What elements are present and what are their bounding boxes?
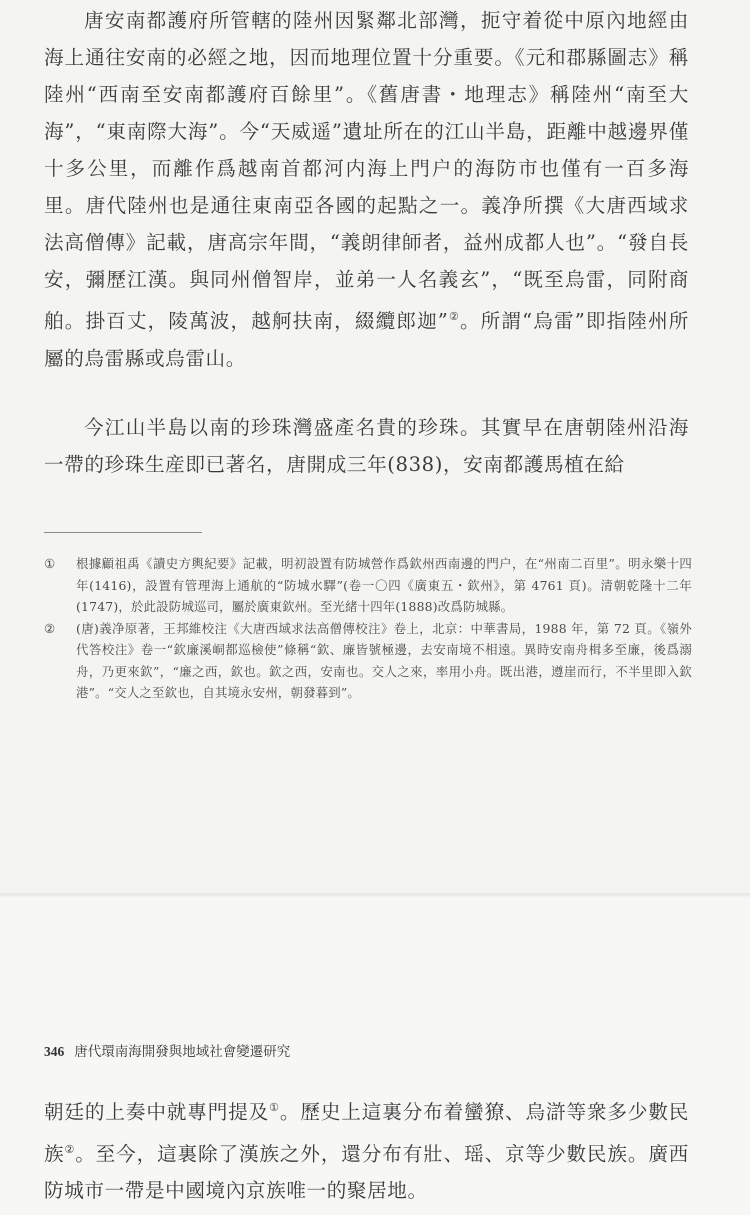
footnote-2-text: (唐)義净原著，王邦維校注《大唐西域求法高僧傳校注》卷上，北京：中華書局，1988 年，第 72 頁。《嶺外代答校注》卷一“欽廉溪峒都巡檢使”條稱“欽、廉皆號極邊，去安南境不相遠。異時安南舟楫多至廉，後爲溺舟，乃更來欽”，“廉之西，欽也。欽之西，安南也。交人之來，率用小舟。既出港，遵崖而行，不半里即入欽港”。“交人之至欽也，自其境永安州，朝發暮到”。: [76, 620, 692, 700]
body-paragraph-3: [44, 1089, 689, 1209]
book-title: 唐代環南海開發與地域社會變遷研究: [74, 1044, 291, 1060]
paragraph-3a: 朝廷的上奏中就專門提及: [44, 1100, 270, 1124]
page-number: 346: [44, 1044, 65, 1059]
footnotes: [44, 553, 692, 704]
footnote-divider: [44, 532, 202, 533]
paragraph-3c: 。至今，這裏除了漢族之外，還分布有壯、瑶、京等少數民族。廣西防城市一帶是中國境內京族唯一的聚居地。: [44, 1142, 689, 1203]
footnote-ref-2b[interactable]: ②: [64, 1142, 76, 1156]
footnote-2: [44, 618, 692, 704]
body-paragraph-2: 今江山半島以南的珍珠灣盛產名貴的珍珠。其實早在唐朝陸州沿海一帶的珍珠生産即已著名，唐開成三年(838)，安南都護馬植在給: [44, 416, 689, 476]
footnote-1-number: ①: [44, 556, 56, 571]
footnote-1-text: 根據顧祖禹《讀史方輿紀要》記載，明初設置有防城營作爲欽州西南邊的門户，在“州南二百里”。明永樂十四年(1416)，設置有管理海上通航的“防城水驛”(卷一〇四《廣東五・欽州》，第 4761 頁)。清朝乾隆十二年(1747)，於此設防城巡司，屬於廣東欽州。至光緒十四年(1888)改爲防城縣。: [76, 556, 692, 614]
footnote-2-number: ②: [44, 620, 56, 636]
paragraph-1-text: 唐安南都護府所管轄的陸州因緊鄰北部灣，扼守着從中原內地經由海上通往安南的必經之地，因而地理位置十分重要。《元和郡縣圖志》稱陸州“西南至安南都護府百餘里”。《舊唐書・地理志》稱陸州“南至大海”，“東南際大海”。今“天威遥”遺址所在的江山半島，距離中越邊界僅十多公里，而離作爲越南首都河内海上門户的海防市也僅有一百多海里。唐代陸州也是通往東南亞各國的起點之一。義净所撰《大唐西域求法高僧傳》記載，唐高宗年間，“義朗律師者，益州成都人也”。“發自長安，彌歷江漢。與同州僧智岸，並弟一人名義玄”，“既至烏雷，同附商舶。掛百丈，陵萬波，越舸扶南，綴纜郎迦”: [44, 9, 689, 333]
body-paragraph-1: [44, 2, 689, 377]
footnote-ref-2[interactable]: ②: [448, 310, 460, 323]
paragraph-3b: 。歷史上這裏分布着蠻獠、烏滸等衆多少數民族: [44, 1100, 689, 1166]
paragraph-1-end: 。所謂“烏雷”即指陸州所屬的烏雷縣或烏雷山。: [44, 309, 689, 370]
footnote-1: [44, 553, 692, 618]
running-header: [44, 1040, 290, 1060]
footnote-ref-1[interactable]: ①: [269, 1101, 280, 1114]
